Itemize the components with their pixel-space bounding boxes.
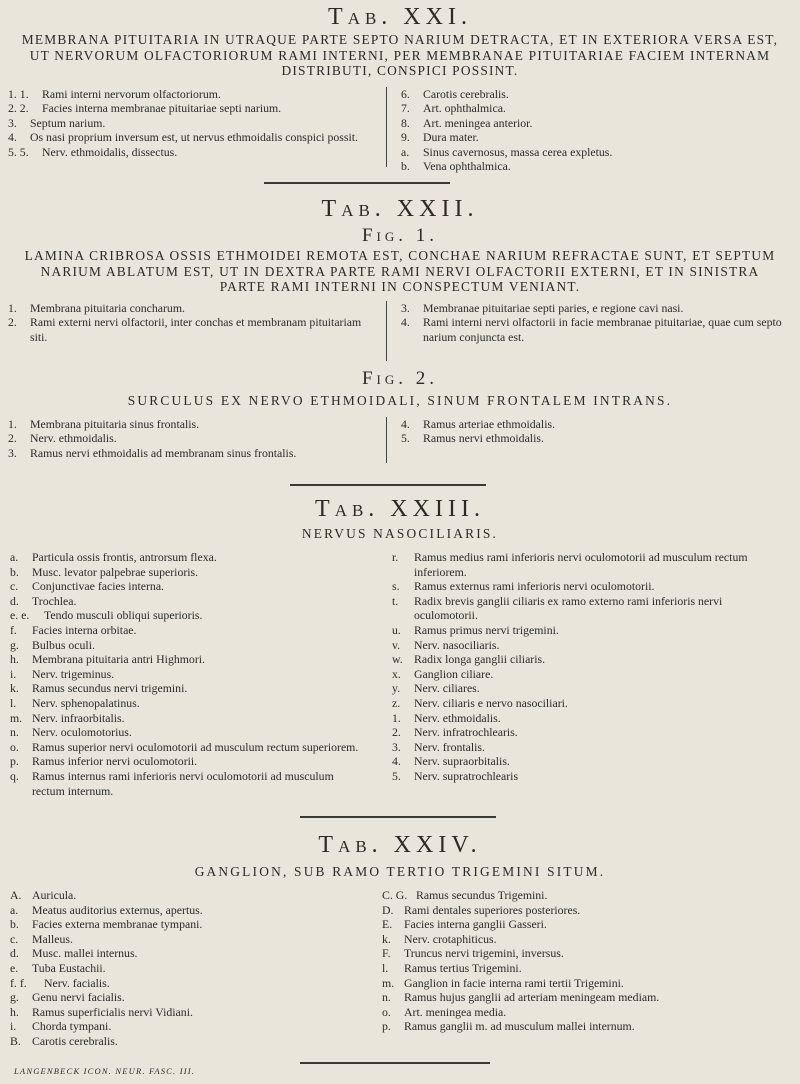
legend-key: d. <box>10 593 19 608</box>
legend-key: p. <box>382 1019 391 1034</box>
legend-item <box>10 623 360 638</box>
legend-key: l. <box>382 960 389 975</box>
legend-key: D. <box>382 902 394 917</box>
legend-key: n. <box>10 725 19 740</box>
legend-item <box>8 116 373 131</box>
legend-item <box>392 594 788 623</box>
legend-key: l. <box>10 695 17 710</box>
legend-item <box>392 579 788 594</box>
legend-item <box>10 652 360 667</box>
legend-key: b. <box>10 917 19 932</box>
legend-text: Nerv. trigeminus. <box>32 666 115 681</box>
legend-key: w. <box>392 652 403 667</box>
legend-key: q. <box>10 768 19 783</box>
legend-key: 3. <box>8 115 17 130</box>
legend-item <box>401 116 800 131</box>
legend-text: Nerv. supratrochlearis <box>414 768 519 783</box>
legend-key: u. <box>392 622 401 637</box>
legend-text: Conjunctivae facies interna. <box>32 579 165 594</box>
tab-24-left-legend <box>10 888 360 1049</box>
legend-key: 3. <box>392 739 401 754</box>
legend-key: 4. <box>401 416 410 431</box>
legend-item <box>401 101 800 116</box>
tab-24-section <box>0 832 800 1058</box>
legend-key: 3. <box>401 300 410 315</box>
legend-text: Tendo musculi obliqui superioris. <box>44 608 203 623</box>
legend-key: m. <box>382 975 395 990</box>
legend-key: o. <box>382 1004 391 1019</box>
tab-22-fig-2-left-legend <box>8 417 378 461</box>
legend-item <box>10 667 360 682</box>
legend-text: Ganglion ciliare. <box>414 666 494 681</box>
legend-text: Facies externa membranae tympani. <box>32 917 203 932</box>
legend-key: a. <box>10 902 19 917</box>
legend-text: Os nasi proprium inversum est, ut nervus ethmoidalis conspici possit. <box>30 130 358 145</box>
legend-text: Facies interna membranae pituitariae septi narium. <box>42 101 282 116</box>
legend-text: Radix longa ganglii ciliaris. <box>414 652 546 667</box>
legend-text: Ramus externus rami inferioris nervi oculomotorii. <box>414 579 655 594</box>
legend-key: a. <box>10 550 19 564</box>
legend-text: Meatus auditorius externus, apertus. <box>32 902 203 917</box>
legend-item <box>392 754 788 769</box>
legend-text: Nerv. facialis. <box>44 975 110 990</box>
legend-text: Musc. levator palpebrae superioris. <box>32 564 199 579</box>
legend-text: Ramus secundus nervi trigemini. <box>32 681 188 696</box>
legend-item <box>382 961 788 976</box>
legend-text: Ramus ganglii m. ad musculum mallei internum. <box>404 1019 635 1034</box>
legend-key: 1. <box>8 416 17 431</box>
legend-item <box>8 101 373 116</box>
legend-key: g. <box>10 990 19 1005</box>
tab-21-heading: MEMBRANA PITUITARIA IN UTRAQUE PARTE SEPTO NARIUM DETRACTA, ET IN EXTERIORA VERSA EST, UT NERVORUM OLFACTORIORUM RAMI INTERNI, PER MEMBRANAE PITUITARIAE FACIEM INTERNAM DISTRIBUTI, CONSPICI POSSINT. <box>21 32 779 78</box>
legend-item <box>401 87 800 102</box>
legend-item <box>10 1019 360 1034</box>
legend-item <box>8 130 373 145</box>
tab-22-fig-1-left-legend <box>8 301 378 345</box>
legend-item <box>392 623 788 638</box>
tab-24-title: Tab. XXIV. <box>318 832 482 858</box>
legend-item <box>392 725 788 740</box>
legend-item <box>392 681 788 696</box>
legend-key: a. <box>401 144 410 159</box>
legend-text: Nerv. crotaphiticus. <box>404 931 497 946</box>
legend-key: 5. 5. <box>8 144 29 159</box>
legend-key: 2. <box>8 431 17 446</box>
legend-text: Ramus nervi ethmoidalis. <box>423 431 544 446</box>
legend-item <box>401 417 800 432</box>
legend-key: h. <box>10 652 19 667</box>
legend-item <box>10 565 360 580</box>
legend-item <box>382 946 788 961</box>
legend-text: Particula ossis frontis, antrorsum flexa. <box>32 550 217 564</box>
legend-text: Musc. mallei internus. <box>32 946 138 961</box>
tab-22-fig-1-label: Fig. 1. <box>361 225 439 246</box>
legend-item <box>8 417 378 432</box>
legend-text: Ramus hujus ganglii ad arteriam meningeam mediam. <box>404 990 660 1005</box>
legend-key: 4. <box>8 130 17 145</box>
tab-23-left-legend <box>10 550 360 798</box>
legend-item <box>392 769 788 784</box>
legend-key: 2. <box>392 725 401 740</box>
legend-text: Membrana pituitaria concharum. <box>30 300 185 315</box>
legend-item <box>10 579 360 594</box>
legend-text: Rami interni nervi olfactorii in facie membranae pituitariae, quae cum septo narium conjuncta est. <box>423 315 782 344</box>
legend-item <box>8 301 378 316</box>
legend-item <box>8 145 373 160</box>
section-divider <box>264 182 450 184</box>
legend-item <box>10 594 360 609</box>
legend-key: s. <box>392 579 400 594</box>
legend-text: Ramus secundus Trigemini. <box>416 888 548 902</box>
tab-24-heading: GANGLION, SUB RAMO TERTIO TRIGEMINI SITUM. <box>194 864 606 879</box>
legend-item <box>10 1005 360 1020</box>
legend-key: 4. <box>392 754 401 769</box>
legend-item <box>392 667 788 682</box>
legend-item <box>382 917 788 932</box>
legend-text: Nerv. ciliaris e nervo nasociliari. <box>414 695 568 710</box>
legend-item <box>8 446 378 461</box>
legend-item <box>382 1019 788 1034</box>
legend-text: Dura mater. <box>423 130 479 145</box>
legend-text: Truncus nervi trigemini, inversus. <box>404 946 564 961</box>
legend-item <box>392 740 788 755</box>
legend-key: v. <box>392 637 401 652</box>
legend-key: 4. <box>401 315 410 330</box>
legend-key: t. <box>392 593 399 608</box>
legend-text: Nerv. ethmoidalis. <box>30 431 117 446</box>
legend-text: Malleus. <box>32 931 73 946</box>
legend-text: Nerv. oculomotorius. <box>32 725 132 740</box>
legend-key: A. <box>10 888 22 902</box>
legend-key: g. <box>10 637 19 652</box>
legend-key: 1. <box>8 300 17 315</box>
legend-item <box>10 1034 360 1049</box>
tab-22-title: Tab. XXII. <box>321 196 479 222</box>
legend-key: 5. <box>392 768 401 783</box>
legend-item <box>382 990 788 1005</box>
legend-item <box>392 696 788 711</box>
legend-text: Ramus arteriae ethmoidalis. <box>423 416 556 431</box>
legend-item <box>10 725 360 740</box>
legend-text: Radix brevis ganglii ciliaris ex ramo externo rami inferioris nervi oculomotorii. <box>414 593 723 623</box>
legend-item <box>392 652 788 667</box>
legend-key: F. <box>382 946 391 961</box>
legend-item <box>392 638 788 653</box>
tab-23-right-legend <box>392 550 788 784</box>
legend-item <box>8 315 378 344</box>
legend-item <box>10 976 360 991</box>
legend-text: Carotis cerebralis. <box>32 1033 118 1048</box>
section-divider <box>290 484 486 486</box>
legend-item <box>10 550 360 565</box>
legend-text: Art. meningea media. <box>404 1004 507 1019</box>
tab-21-left-legend <box>8 87 373 160</box>
legend-item <box>8 431 378 446</box>
legend-key: p. <box>10 754 19 769</box>
legend-key: 1. 1. <box>8 86 29 101</box>
legend-text: Nerv. ethmoidalis. <box>414 710 501 725</box>
legend-text: Facies interna orbitae. <box>32 622 137 637</box>
legend-text: Membrana pituitaria antri Highmori. <box>32 652 205 667</box>
legend-key: o. <box>10 739 19 754</box>
legend-key: r. <box>392 550 399 564</box>
legend-key: 1. <box>392 710 401 725</box>
legend-key: 8. <box>401 115 410 130</box>
tab-22-fig-1-right-legend <box>386 301 800 361</box>
legend-item <box>10 932 360 947</box>
legend-key: 2. 2. <box>8 101 29 116</box>
legend-text: Nerv. sphenopalatinus. <box>32 695 140 710</box>
legend-text: Chorda tympani. <box>32 1019 112 1034</box>
legend-text: Ramus medius rami inferioris nervi oculomotorii ad musculum rectum inferiorem. <box>414 550 748 579</box>
legend-key: k. <box>382 931 391 946</box>
legend-text: Trochlea. <box>32 593 77 608</box>
legend-text: Art. meningea anterior. <box>423 115 533 130</box>
legend-key: 5. <box>401 431 410 446</box>
legend-key: f. f. <box>10 975 27 990</box>
legend-key: k. <box>10 681 19 696</box>
legend-item <box>401 431 800 446</box>
legend-item <box>401 301 800 316</box>
legend-text: Auricula. <box>32 888 77 902</box>
legend-item <box>401 315 800 344</box>
legend-text: Ramus primus nervi trigemini. <box>414 622 559 637</box>
legend-text: Nerv. frontalis. <box>414 739 485 754</box>
legend-item <box>382 903 788 918</box>
legend-text: Rami dentales superiores posteriores. <box>404 902 581 917</box>
legend-key: 9. <box>401 130 410 145</box>
legend-text: Septum narium. <box>30 115 106 130</box>
legend-item <box>10 917 360 932</box>
legend-text: Nerv. nasociliaris. <box>414 637 500 652</box>
legend-item <box>10 961 360 976</box>
legend-item <box>382 888 788 903</box>
legend-item <box>382 1005 788 1020</box>
legend-key: 7. <box>401 101 410 116</box>
legend-key: b. <box>10 564 19 579</box>
legend-key: y. <box>392 681 401 696</box>
section-divider <box>300 816 496 818</box>
legend-key: f. <box>10 622 17 637</box>
legend-text: Membrana pituitaria sinus frontalis. <box>30 416 200 431</box>
tab-22-fig-1-heading: LAMINA CRIBROSA OSSIS ETHMOIDEI REMOTA EST, CONCHAE NARIUM REFRACTAE SUNT, ET SEPTUM NARIUM ABLATUM EST, UT IN DEXTRA PARTE RAMI NERVI OLFACTORII EXTERNI, ET IN SINISTRA PARTE RAMI INTERNI IN CONSPECTUM VENIANT. <box>24 248 776 294</box>
legend-text: Bulbus oculi. <box>32 637 95 652</box>
legend-key: 6. <box>401 86 410 101</box>
legend-key: e. <box>10 960 19 975</box>
legend-item <box>10 608 360 623</box>
legend-text: Tuba Eustachii. <box>32 960 106 975</box>
tab-24-right-legend <box>382 888 788 1034</box>
legend-item <box>392 711 788 726</box>
legend-text: Ganglion in facie interna rami tertii Trigemini. <box>404 975 624 990</box>
legend-key: E. <box>382 917 393 932</box>
legend-text: Carotis cerebralis. <box>423 86 509 101</box>
tab-21-title: Tab. XXI. <box>328 4 472 30</box>
legend-text: Ramus superior nervi oculomotorii ad musculum rectum superiorem. <box>32 739 359 754</box>
legend-key: d. <box>10 946 19 961</box>
legend-text: Art. ophthalmica. <box>423 101 506 116</box>
tab-23-section <box>0 496 800 800</box>
legend-key: h. <box>10 1004 19 1019</box>
legend-key: e. e. <box>10 608 30 623</box>
legend-key: z. <box>392 695 401 710</box>
legend-key: b. <box>401 159 410 174</box>
legend-key: i. <box>10 666 17 681</box>
tab-22-section <box>0 196 800 467</box>
plate-footer-imprint: LANGENBECK ICON. NEUR. FASC. III. <box>14 1066 196 1076</box>
tab-21-section <box>0 4 800 174</box>
legend-item <box>401 130 800 145</box>
legend-text: Ramus tertius Trigemini. <box>404 960 522 975</box>
legend-text: Ramus nervi ethmoidalis ad membranam sinus frontalis. <box>30 445 297 460</box>
legend-item <box>10 740 360 755</box>
tab-22-fig-2-heading: SURCULUS EX NERVO ETHMOIDALI, SINUM FRONTALEM INTRANS. <box>127 392 673 408</box>
legend-item <box>10 946 360 961</box>
tab-22-fig-2-label: Fig. 2. <box>361 367 439 389</box>
legend-text: Ramus superficialis nervi Vidiani. <box>32 1004 193 1019</box>
section-divider <box>300 1062 490 1064</box>
legend-text: Nerv. ethmoidalis, dissectus. <box>42 144 178 159</box>
legend-text: Ramus internus rami inferioris nervi oculomotorii ad musculum rectum internum. <box>32 768 334 798</box>
legend-key: c. <box>10 931 19 946</box>
legend-text: Membranae pituitariae septi paries, e regione cavi nasi. <box>423 300 684 315</box>
legend-item <box>10 638 360 653</box>
legend-item <box>10 711 360 726</box>
legend-item <box>10 888 360 903</box>
legend-key: i. <box>10 1019 17 1034</box>
tab-23-heading: NERVUS NASOCILIARIS. <box>301 526 499 541</box>
legend-text: Vena ophthalmica. <box>423 159 511 174</box>
legend-item <box>382 976 788 991</box>
legend-text: Genu nervi facialis. <box>32 990 125 1005</box>
legend-key: 2. <box>8 315 17 330</box>
tab-23-title: Tab. XXIII. <box>315 496 485 522</box>
legend-key: c. <box>10 579 19 594</box>
legend-item <box>8 87 373 102</box>
legend-key: B. <box>10 1033 21 1048</box>
legend-text: Nerv. infraorbitalis. <box>32 710 125 725</box>
legend-item <box>382 932 788 947</box>
legend-text: Nerv. ciliares. <box>414 681 480 696</box>
legend-key: x. <box>392 666 401 681</box>
legend-text: Sinus cavernosus, massa cerea expletus. <box>423 144 613 159</box>
legend-item <box>401 159 800 174</box>
legend-key: 3. <box>8 445 17 460</box>
legend-key: n. <box>382 990 391 1005</box>
legend-item <box>10 681 360 696</box>
legend-key: C. G. <box>382 888 408 902</box>
tab-22-fig-2-right-legend <box>386 417 800 463</box>
legend-text: Rami externi nervi olfactorii, inter conchas et membranam pituitariam siti. <box>30 315 362 344</box>
legend-item <box>10 754 360 769</box>
legend-text: Facies interna ganglii Gasseri. <box>404 917 547 932</box>
legend-text: Rami interni nervorum olfactoriorum. <box>42 86 221 101</box>
legend-item <box>10 769 360 798</box>
tab-21-right-legend <box>386 86 800 174</box>
legend-key: m. <box>10 710 23 725</box>
legend-item <box>10 903 360 918</box>
legend-text: Nerv. infratrochlearis. <box>414 725 518 740</box>
legend-item <box>10 696 360 711</box>
legend-item <box>392 550 788 579</box>
legend-text: Ramus inferior nervi oculomotorii. <box>32 754 198 769</box>
legend-item <box>10 990 360 1005</box>
legend-item <box>401 145 800 160</box>
legend-text: Nerv. supraorbitalis. <box>414 754 510 769</box>
